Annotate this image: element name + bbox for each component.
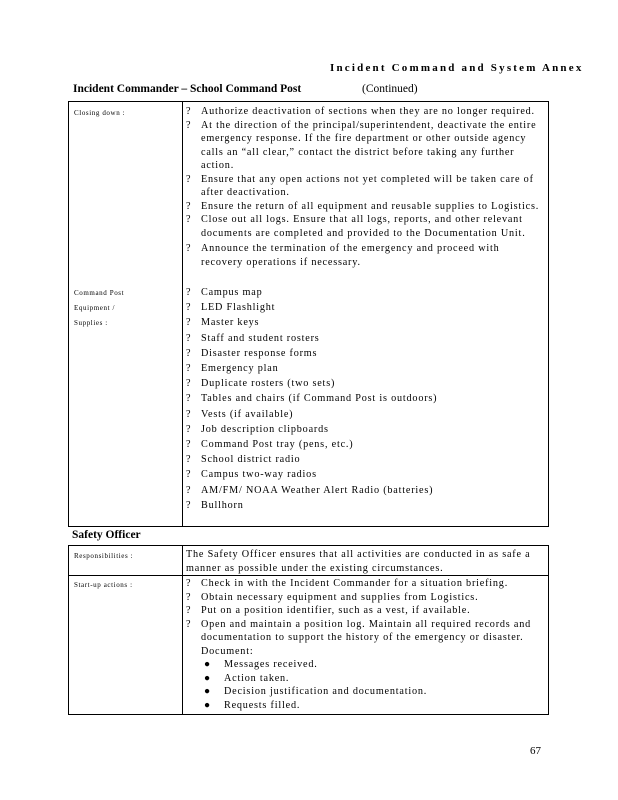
bullet-item: [186, 658, 544, 672]
question-mark-icon: ?: [186, 393, 192, 405]
list-item-text: Close out all logs. Ensure that all logs, reports, and other relevant documents are completed and provided to the Documentation Unit.: [201, 214, 526, 239]
question-mark-icon: ?: [186, 119, 192, 131]
list-item: [186, 285, 544, 300]
responsibilities-paragraph: The Safety Officer ensures that all activities are conducted in as safe a manner as possible under the existing circumstances.: [186, 549, 531, 574]
list-item-text: Bullhorn: [201, 499, 244, 511]
safety-officer-heading: Safety Officer: [72, 529, 141, 541]
list-item-text: AM/FM/ NOAA Weather Alert Radio (batteries): [201, 484, 434, 496]
question-mark-icon: ?: [186, 363, 192, 375]
question-mark-icon: ?: [186, 347, 192, 359]
question-mark-icon: ?: [186, 484, 192, 496]
question-mark-icon: ?: [186, 302, 192, 314]
question-mark-icon: ?: [186, 106, 192, 117]
bullet-item-text: Requests filled.: [224, 699, 301, 711]
question-mark-icon: ?: [186, 499, 192, 511]
closing-down-label: Closing down :: [74, 109, 126, 117]
page-number: 67: [530, 745, 541, 757]
list-item: [186, 300, 544, 315]
list-item-text: Put on a position identifier, such as a vest, if available.: [201, 605, 471, 616]
list-item-text: Campus two-way radios: [201, 469, 317, 481]
list-item: [186, 407, 544, 422]
question-mark-icon: ?: [186, 332, 192, 344]
startup-actions-label: Start-up actions :: [74, 581, 133, 589]
annex-title: Incident Command and System Annex: [330, 62, 584, 74]
column-divider: [182, 546, 183, 714]
list-item-text: School district radio: [201, 454, 301, 466]
responsibilities-text: [186, 548, 544, 575]
question-mark-icon: ?: [186, 173, 192, 185]
list-item: [186, 376, 544, 391]
list-item-text: Check in with the Incident Commander for a situation briefing.: [201, 578, 509, 589]
list-item: [186, 346, 544, 361]
question-mark-icon: ?: [186, 200, 192, 212]
list-item-text: Authorize deactivation of sections when they are no longer required.: [201, 106, 535, 117]
question-mark-icon: ?: [186, 605, 192, 616]
list-item: [186, 119, 544, 173]
question-mark-icon: ?: [186, 243, 192, 254]
list-item-text: Job description clipboards: [201, 423, 329, 435]
continued-label: (Continued): [362, 83, 418, 95]
list-item: [186, 422, 544, 437]
list-item-text: Duplicate rosters (two sets): [201, 378, 336, 390]
question-mark-icon: ?: [186, 618, 192, 630]
list-item: [186, 577, 544, 591]
list-item: [186, 591, 544, 605]
equipment-list: [186, 285, 544, 513]
list-item: [186, 498, 544, 513]
incident-commander-table: [68, 101, 549, 527]
question-mark-icon: ?: [186, 591, 192, 603]
bullet-icon: ●: [204, 699, 211, 711]
list-item: [186, 213, 544, 240]
closing-down-list: [186, 105, 544, 269]
bullet-icon: ●: [204, 659, 211, 670]
row-divider: [69, 575, 548, 576]
list-item-text: Emergency plan: [201, 363, 279, 375]
question-mark-icon: ?: [186, 469, 192, 481]
list-item-text: LED Flashlight: [201, 302, 276, 314]
question-mark-icon: ?: [186, 439, 192, 451]
question-mark-icon: ?: [186, 378, 192, 390]
list-item: [186, 361, 544, 376]
bullet-item: [186, 699, 544, 713]
equipment-label: [74, 286, 124, 331]
list-item: [186, 618, 544, 659]
list-item: [186, 200, 544, 214]
list-item-text: Ensure the return of all equipment and reusable supplies to Logistics.: [201, 200, 540, 212]
list-item-text: Command Post tray (pens, etc.): [201, 439, 354, 451]
safety-officer-table: [68, 545, 549, 715]
list-item-text: Disaster response forms: [201, 347, 318, 359]
list-item-text: Staff and student rosters: [201, 332, 320, 344]
list-item-text: Open and maintain a position log. Maintain all required records and documentation to support the history of the emergency or disaster. Document:: [201, 618, 531, 657]
list-item-text: Campus map: [201, 287, 263, 298]
list-item-text: At the direction of the principal/superintendent, deactivate the entire emergency response. If the fire department or other outside agency calls an “all clear,” contact the district before taking any further action.: [201, 119, 537, 171]
bullet-item-text: Messages received.: [224, 659, 318, 670]
list-item-text: Ensure that any open actions not yet completed will be taken care of after deactivation.: [201, 173, 534, 198]
equipment-label-line: Equipment /: [74, 304, 116, 312]
question-mark-icon: ?: [186, 287, 192, 298]
bullet-item: [186, 672, 544, 686]
list-item: [186, 173, 544, 200]
page-heading: Incident Commander – School Command Post: [73, 83, 302, 95]
question-mark-icon: ?: [186, 214, 192, 225]
equipment-label-line: Supplies :: [74, 319, 108, 327]
question-mark-icon: ?: [186, 408, 192, 420]
list-item: [186, 242, 544, 269]
equipment-label-line: Command Post: [74, 289, 125, 297]
bullet-icon: ●: [204, 672, 211, 684]
bullet-item-text: Action taken.: [224, 672, 290, 684]
question-mark-icon: ?: [186, 578, 192, 589]
bullet-item: [186, 685, 544, 699]
bullet-item-text: Decision justification and documentation.: [224, 686, 428, 697]
list-item-text: Tables and chairs (if Command Post is outdoors): [201, 393, 438, 405]
responsibilities-label: Responsibilities :: [74, 552, 134, 560]
list-item: [186, 391, 544, 406]
list-item: [186, 105, 544, 119]
list-item-text: Master keys: [201, 317, 260, 329]
question-mark-icon: ?: [186, 454, 192, 466]
list-item: [186, 452, 544, 467]
list-item-text: Vests (if available): [201, 408, 294, 420]
list-item: [186, 331, 544, 346]
question-mark-icon: ?: [186, 423, 192, 435]
list-item-text: Obtain necessary equipment and supplies from Logistics.: [201, 591, 479, 603]
list-item: [186, 467, 544, 482]
question-mark-icon: ?: [186, 317, 192, 329]
column-divider: [182, 102, 183, 526]
list-item: [186, 483, 544, 498]
list-item: [186, 604, 544, 618]
startup-actions-list: [186, 577, 544, 712]
list-item: [186, 437, 544, 452]
list-item: [186, 315, 544, 330]
bullet-icon: ●: [204, 686, 211, 697]
list-item-text: Announce the termination of the emergency and proceed with recovery operations if necessary.: [201, 243, 500, 268]
